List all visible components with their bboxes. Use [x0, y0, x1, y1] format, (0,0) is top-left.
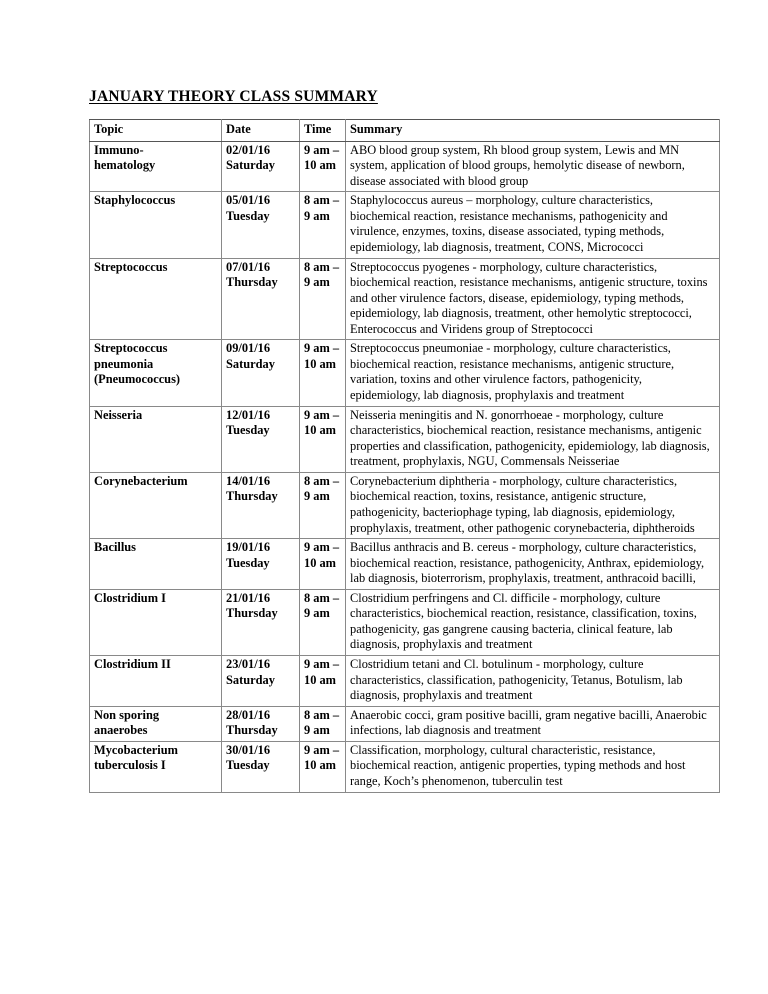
cell-date	[222, 539, 300, 590]
summary-line: infections, lab diagnosis and treatment	[350, 723, 541, 738]
weekday-value: Saturday	[226, 672, 275, 687]
topic-line: anaerobes	[94, 723, 148, 738]
cell-topic	[90, 472, 222, 538]
cell-date	[222, 192, 300, 258]
weekday-value: Tuesday	[226, 758, 270, 773]
cell-topic	[90, 340, 222, 406]
cell-summary: Streptococcus pneumoniae - morphology, culture characteristics, biochemical reaction, resistance mechanisms, antigenic structure, variation, toxins and other virulence factors, pathogenicity, epidemiology, lab diagnosis, prophylaxis and treatment	[346, 340, 720, 406]
weekday-value: Saturday	[226, 158, 275, 173]
time-start: 8 am –	[304, 707, 340, 722]
date-value: 12/01/16	[226, 407, 271, 422]
cell-time	[300, 741, 346, 792]
weekday-value: Thursday	[226, 275, 278, 290]
time-end: 10 am	[304, 555, 337, 570]
table-row	[90, 741, 720, 792]
column-header-time: Time	[300, 120, 346, 142]
time-end: 9 am	[304, 723, 330, 738]
topic-line: Mycobacterium	[94, 742, 178, 757]
time-end: 10 am	[304, 758, 337, 773]
topic-line: hematology	[94, 158, 156, 173]
cell-time	[300, 706, 346, 741]
date-value: 30/01/16	[226, 742, 271, 757]
column-header-summary: Summary	[346, 120, 720, 142]
table-row	[90, 258, 720, 340]
time-start: 8 am –	[304, 590, 340, 605]
table-row	[90, 472, 720, 538]
cell-time	[300, 258, 346, 340]
cell-topic	[90, 539, 222, 590]
cell-summary: Streptococcus pyogenes - morphology, culture characteristics, biochemical reaction, resistance mechanisms, antigenic structure, toxins and other virulence factors, disease, epidemiology, typing methods, epidemiology, lab diagnosis, treatment, other hemolytic streptococci, Enterococcus and Viridens group of Streptococci	[346, 258, 720, 340]
cell-summary: Corynebacterium diphtheria - morphology, culture characteristics, biochemical reaction, toxins, resistance, antigenic structure, pathogenicity, bacteriophage typing, lab diagnosis, epidemiology, prophylaxis, treatment, other pathogenic corynebacteria, diphtheroids	[346, 472, 720, 538]
cell-date	[222, 472, 300, 538]
weekday-value: Tuesday	[226, 423, 270, 438]
table-row	[90, 656, 720, 707]
cell-time	[300, 472, 346, 538]
cell-time	[300, 656, 346, 707]
cell-date	[222, 340, 300, 406]
topic-line: Staphylococcus	[94, 193, 176, 208]
time-start: 8 am –	[304, 193, 340, 208]
cell-summary: Clostridium perfringens and Cl. difficile - morphology, culture characteristics, biochemical reaction, resistance, classification, toxins, pathogenicity, gas gangrene causing bacteria, clinical feature, lab diagnosis, prophylaxis and treatment	[346, 589, 720, 655]
cell-time	[300, 192, 346, 258]
cell-topic	[90, 589, 222, 655]
table-row	[90, 192, 720, 258]
cell-time	[300, 539, 346, 590]
cell-topic	[90, 741, 222, 792]
cell-summary: Classification, morphology, cultural characteristic, resistance, biochemical reaction, antigenic properties, typing methods and host range, Koch’s phenomenon, tuberculin test	[346, 741, 720, 792]
class-summary-table	[89, 119, 720, 793]
weekday-value: Thursday	[226, 606, 278, 621]
cell-summary: Neisseria meningitis and N. gonorrhoeae - morphology, culture characteristics, biochemical reaction, resistance mechanisms, antigenic properties and classification, pathogenicity, epidemiology, lab diagnosis, treatment, prophylaxis, NGU, Commensals Neisseriae	[346, 406, 720, 472]
topic-line: Clostridium II	[94, 657, 171, 671]
page-title: JANUARY THEORY CLASS SUMMARY	[89, 88, 378, 105]
topic-line: Clostridium I	[94, 590, 166, 605]
time-start: 8 am –	[304, 473, 340, 488]
time-end: 10 am	[304, 158, 337, 173]
cell-summary	[346, 706, 720, 741]
column-header-topic: Topic	[90, 120, 222, 142]
topic-line: (Pneumococcus)	[94, 372, 181, 387]
summary-line: Anaerobic cocci, gram positive bacilli, gram negative bacilli, Anaerobic	[350, 707, 707, 722]
time-end: 9 am	[304, 489, 330, 504]
date-value: 21/01/16	[226, 590, 271, 605]
cell-time	[300, 406, 346, 472]
time-start: 9 am –	[304, 341, 340, 356]
cell-topic	[90, 406, 222, 472]
time-end: 10 am	[304, 672, 337, 687]
topic-line: Immuno-	[94, 142, 144, 157]
time-start: 9 am –	[304, 540, 340, 555]
date-value: 19/01/16	[226, 540, 271, 555]
date-value: 07/01/16	[226, 259, 271, 274]
time-end: 10 am	[304, 356, 337, 371]
date-value: 28/01/16	[226, 707, 271, 722]
cell-time	[300, 141, 346, 192]
time-end: 9 am	[304, 606, 330, 621]
weekday-value: Tuesday	[226, 555, 270, 570]
cell-date	[222, 656, 300, 707]
time-start: 9 am –	[304, 657, 340, 671]
table-body	[90, 141, 720, 792]
cell-date	[222, 706, 300, 741]
table-row	[90, 539, 720, 590]
date-value: 09/01/16	[226, 341, 271, 356]
table-row	[90, 589, 720, 655]
weekday-value: Thursday	[226, 489, 278, 504]
table-row	[90, 706, 720, 741]
date-value: 14/01/16	[226, 473, 271, 488]
cell-date	[222, 741, 300, 792]
topic-line: Neisseria	[94, 407, 143, 422]
cell-date	[222, 589, 300, 655]
cell-date	[222, 141, 300, 192]
cell-summary: Clostridium tetani and Cl. botulinum - morphology, culture characteristics, classification, pathogenicity, Tetanus, Botulism, lab diagnosis, prophylaxis and treatment	[346, 656, 720, 707]
cell-topic	[90, 656, 222, 707]
time-start: 8 am –	[304, 259, 340, 274]
column-header-date: Date	[222, 120, 300, 142]
time-start: 9 am –	[304, 142, 340, 157]
table-row	[90, 340, 720, 406]
date-value: 05/01/16	[226, 193, 271, 208]
table-row	[90, 406, 720, 472]
topic-line: Streptococcus	[94, 341, 168, 356]
cell-time	[300, 589, 346, 655]
table-row	[90, 141, 720, 192]
time-start: 9 am –	[304, 407, 340, 422]
cell-summary: Staphylococcus aureus – morphology, culture characteristics, biochemical reaction, resistance mechanisms, pathogenicity and virulence, enzymes, toxins, disease associated, typing methods, epidemiology, lab diagnosis, treatment, CONS, Micrococci	[346, 192, 720, 258]
cell-summary: ABO blood group system, Rh blood group system, Lewis and MN system, application of blood groups, hemolytic disease of newborn, disease associated with blood group	[346, 141, 720, 192]
topic-line: Streptococcus	[94, 259, 168, 274]
table-header-row	[90, 120, 720, 142]
weekday-value: Saturday	[226, 356, 275, 371]
date-value: 23/01/16	[226, 657, 271, 671]
cell-topic	[90, 706, 222, 741]
topic-line: Corynebacterium	[94, 473, 188, 488]
time-end: 10 am	[304, 423, 337, 438]
topic-line: Non sporing	[94, 707, 160, 722]
topic-line: Bacillus	[94, 540, 136, 555]
cell-topic	[90, 192, 222, 258]
time-end: 9 am	[304, 275, 330, 290]
cell-summary: Bacillus anthracis and B. cereus - morphology, culture characteristics, biochemical reaction, resistance, pathogenicity, Anthrax, epidemiology, lab diagnosis, bioterrorism, prophylaxis, treatment, anthracoid bacilli,	[346, 539, 720, 590]
topic-line: pneumonia	[94, 356, 154, 371]
cell-date	[222, 258, 300, 340]
time-end: 9 am	[304, 208, 330, 223]
weekday-value: Tuesday	[226, 208, 270, 223]
weekday-value: Thursday	[226, 723, 278, 738]
cell-date	[222, 406, 300, 472]
topic-line: tuberculosis I	[94, 758, 166, 773]
time-start: 9 am –	[304, 742, 340, 757]
cell-time	[300, 340, 346, 406]
date-value: 02/01/16	[226, 142, 271, 157]
cell-topic	[90, 258, 222, 340]
cell-topic	[90, 141, 222, 192]
